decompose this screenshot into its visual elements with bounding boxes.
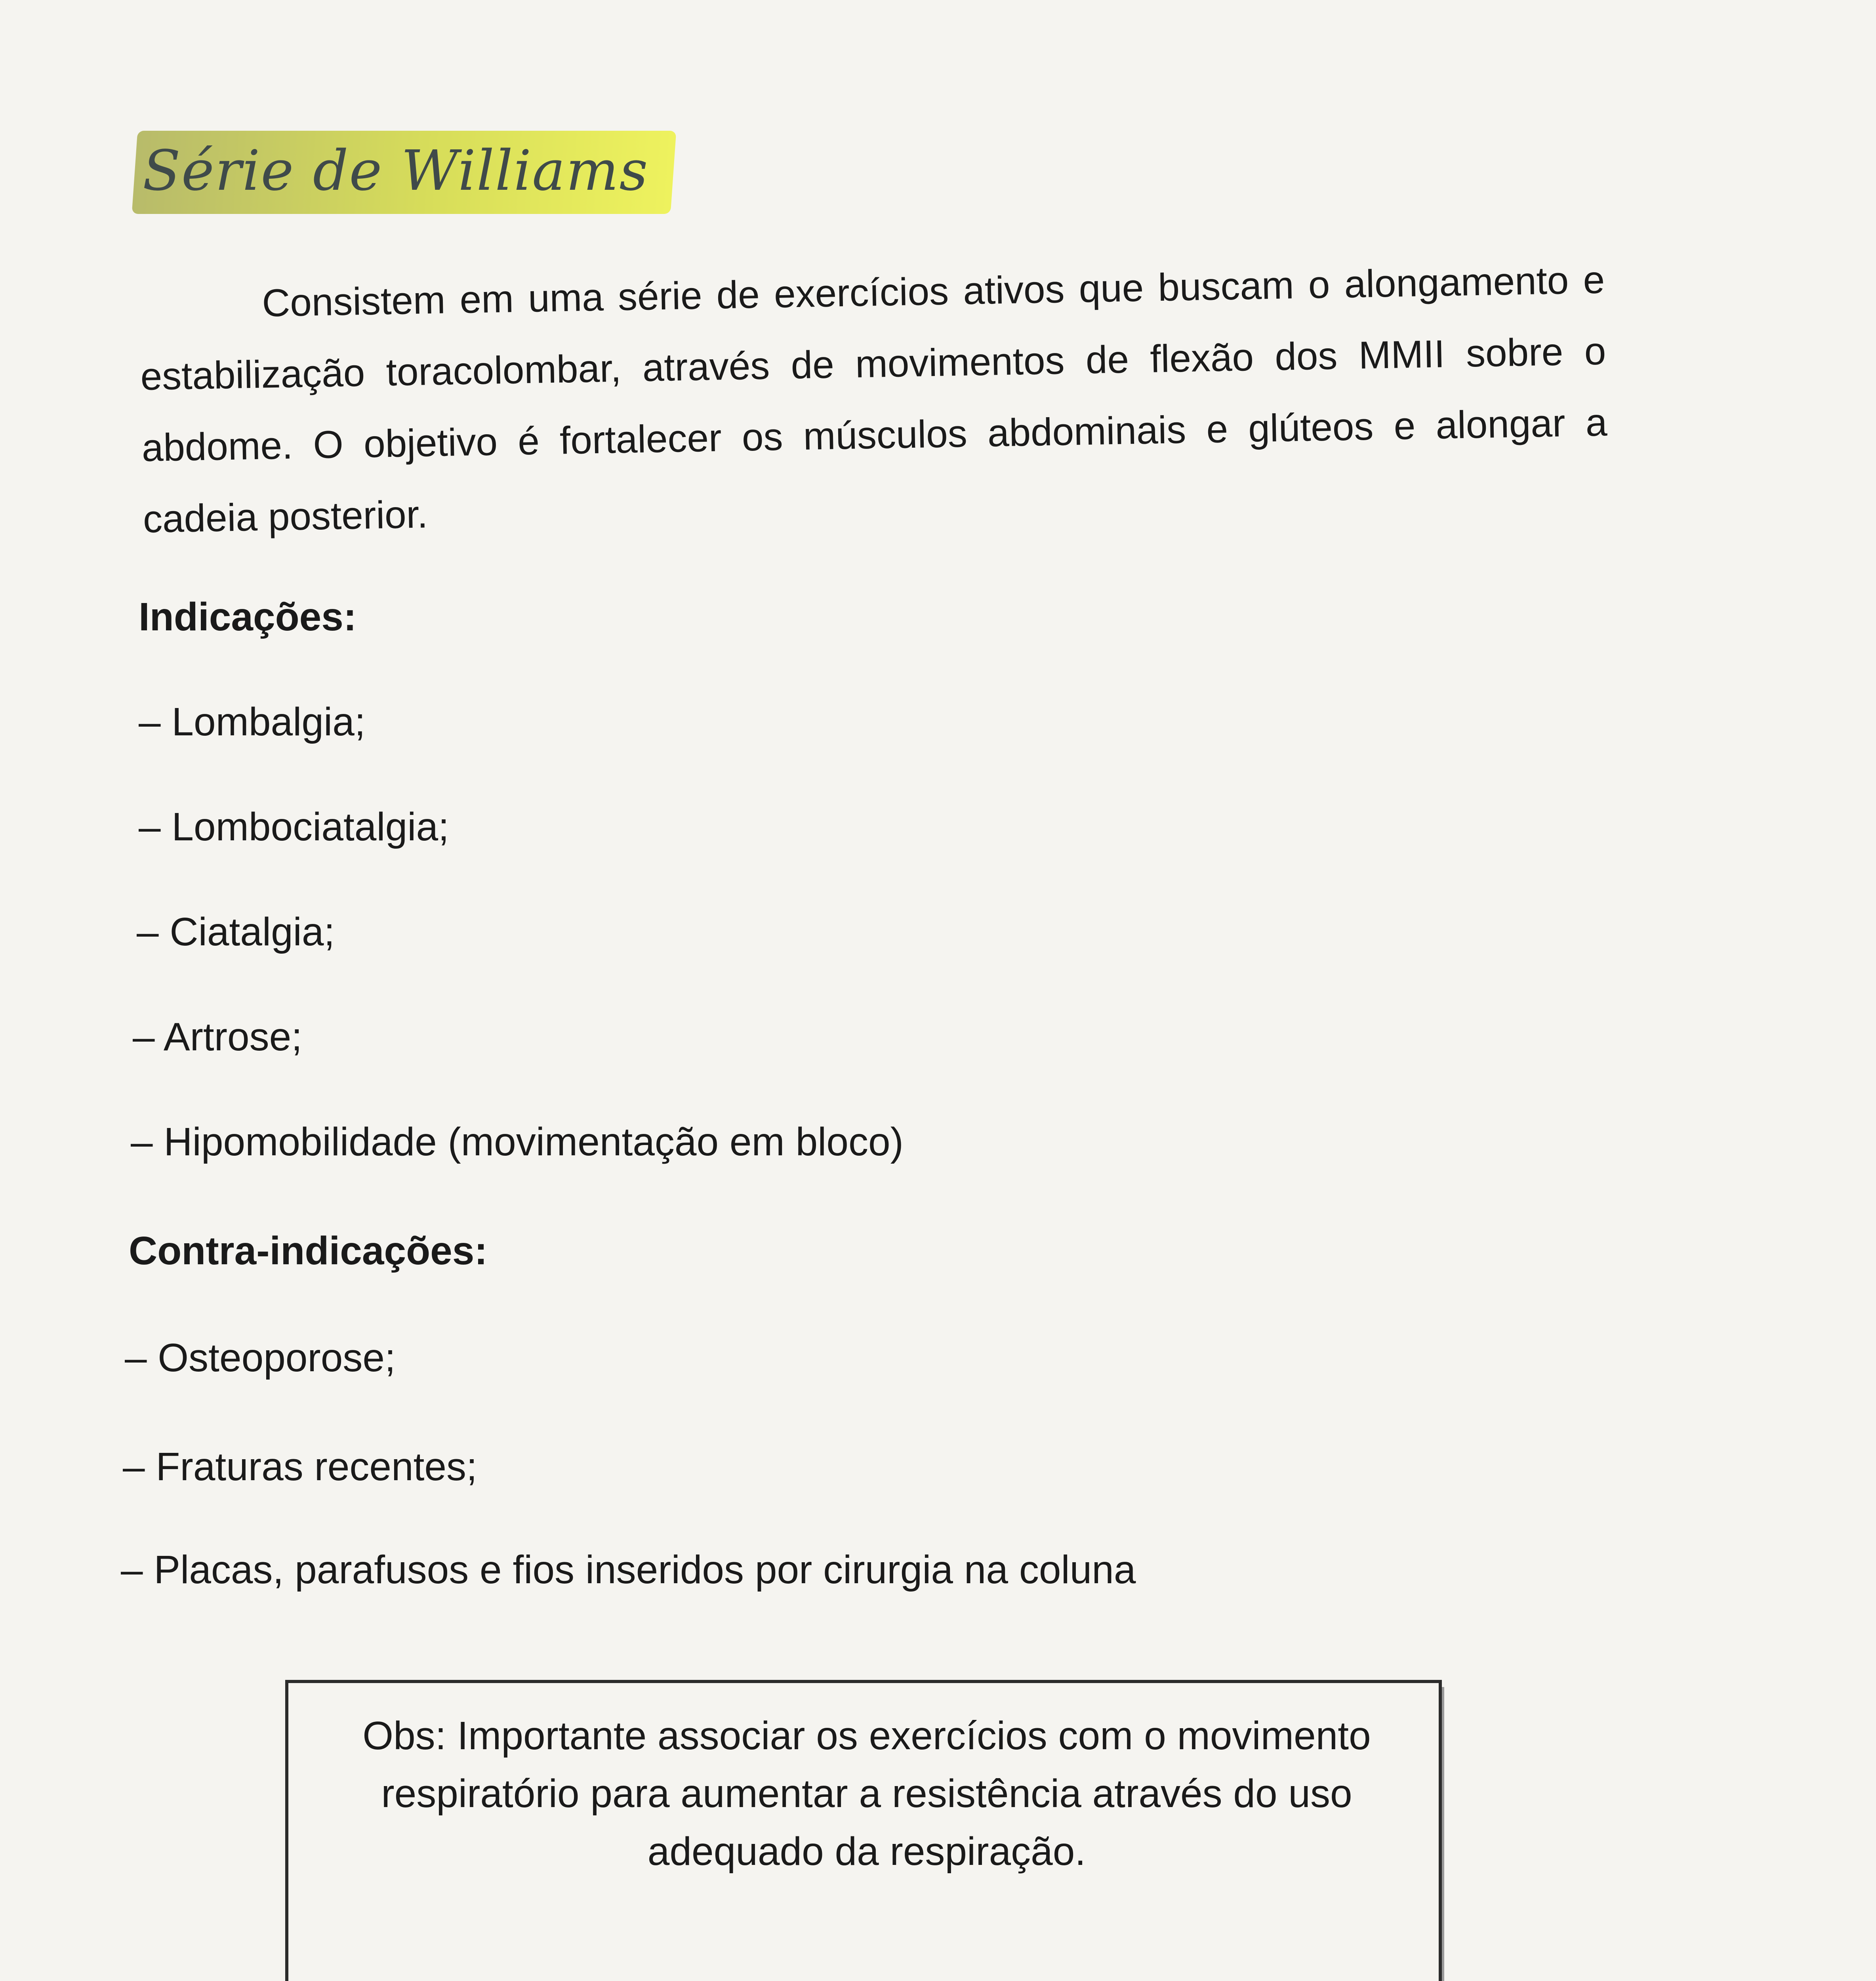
indication-item: – Lombalgia; <box>139 700 366 744</box>
contraindications-heading: Contra-indicações: <box>129 1229 488 1273</box>
contraindication-item: – Placas, parafusos e fios inseridos por cirurgia na coluna <box>121 1548 1136 1592</box>
indication-item: – Lombociatalgia; <box>139 805 449 849</box>
indication-item: – Ciatalgia; <box>137 910 335 954</box>
indications-heading: Indicações: <box>139 595 357 639</box>
obs-text: Obs: Importante associar os exercícios com o movimento respiratório para aumentar a resistência através do uso adequado da respiração. <box>362 1714 1371 1874</box>
obs-box <box>285 1680 1442 1981</box>
contraindication-item: – Fraturas recentes; <box>123 1445 477 1489</box>
indication-item: – Hipomobilidade (movimentação em bloco) <box>131 1120 904 1164</box>
title-block <box>135 131 673 218</box>
indication-item: – Artrose; <box>133 1015 302 1059</box>
page-title: Série de Williams <box>143 139 649 203</box>
contraindication-item: – Osteoporose; <box>125 1336 396 1380</box>
intro-paragraph: Consistem em uma série de exercícios ativos que buscam o alongamento e estabilização toracolombar, através de movimentos de flexão dos MMII sobre o abdome. O objetivo é fortalecer os músculos abdominais e glúteos e alongar a cadeia posterior. <box>140 258 1608 541</box>
